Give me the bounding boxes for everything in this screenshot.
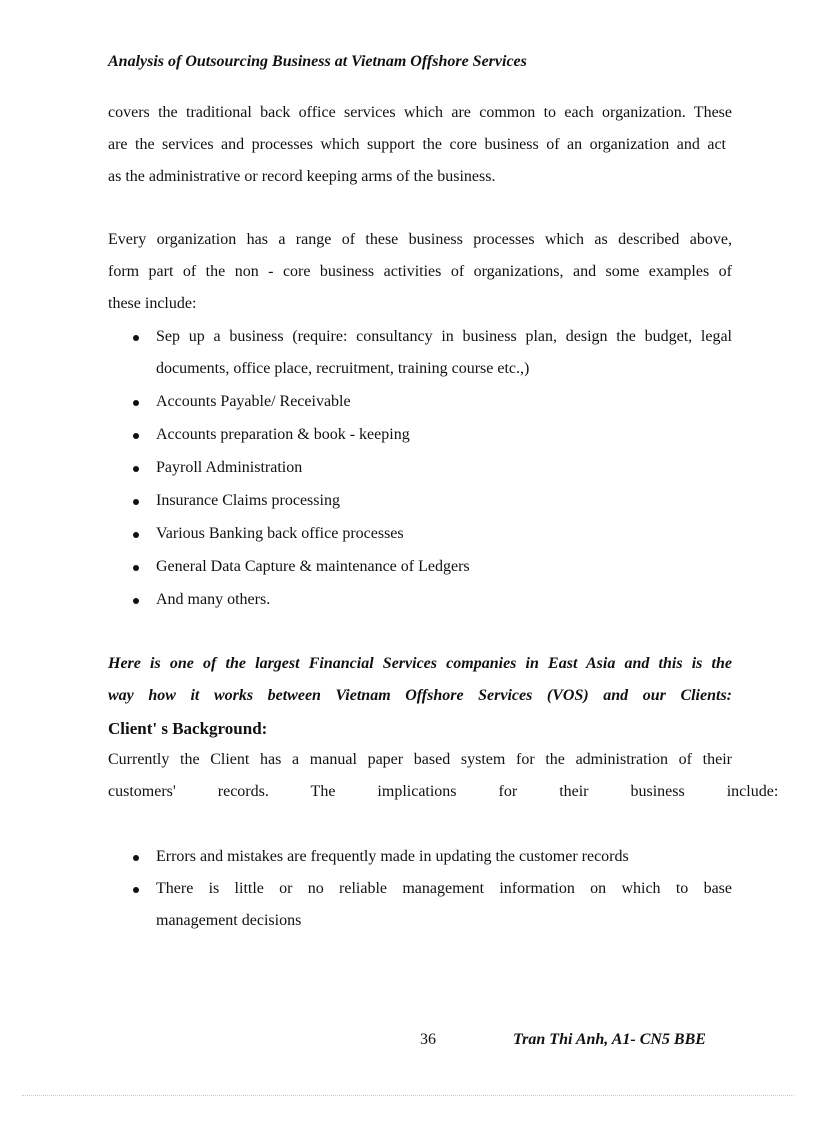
bullet-icon [133, 335, 139, 341]
bullet-icon [133, 598, 139, 604]
list-item: General Data Capture & maintenance of Ledgers [156, 558, 470, 575]
page-bottom-divider [22, 1095, 794, 1096]
list-item: And many others. [156, 591, 271, 608]
paragraph-line: Every organization has a range of these business processes which as described above, [108, 231, 732, 248]
list-item: Insurance Claims processing [156, 492, 340, 509]
paragraph-line: are the services and processes which support the core business of an organization and act [108, 136, 726, 153]
list-item-continued: management decisions [156, 912, 302, 929]
running-header: Analysis of Outsourcing Business at Vietnam Offshore Services [108, 53, 527, 70]
page-number: 36 [420, 1031, 436, 1048]
paragraph-line: Currently the Client has a manual paper based system for the administration of their [108, 751, 732, 768]
list-item: Payroll Administration [156, 459, 303, 476]
intro-line: way how it works between Vietnam Offshore Services (VOS) and our Clients: [108, 687, 732, 704]
bullet-icon [133, 499, 139, 505]
list-item: Accounts Payable/ Receivable [156, 393, 351, 410]
paragraph-line: as the administrative or record keeping arms of the business. [108, 168, 496, 185]
bullet-icon [133, 565, 139, 571]
paragraph-line: these include: [108, 295, 197, 312]
list-item: There is little or no reliable management information on which to base [156, 880, 732, 897]
bullet-icon [133, 855, 139, 861]
list-item: Errors and mistakes are frequently made in updating the customer records [156, 848, 629, 865]
paragraph-line: form part of the non - core business activities of organizations, and some examples of [108, 263, 732, 280]
list-item: Sep up a business (require: consultancy in business plan, design the budget, legal [156, 328, 732, 345]
paragraph-line: customers' records. The implications for their business include: [108, 783, 779, 800]
list-item: Accounts preparation & book - keeping [156, 426, 410, 443]
bullet-icon [133, 532, 139, 538]
bullet-icon [133, 400, 139, 406]
list-item: Various Banking back office processes [156, 525, 404, 542]
intro-line: Here is one of the largest Financial Services companies in East Asia and this is the [108, 655, 732, 672]
paragraph-line: covers the traditional back office services which are common to each organization. These [108, 104, 732, 121]
section-heading: Client' s Background: [108, 719, 268, 738]
footer-author: Tran Thi Anh, A1- CN5 BBE [513, 1031, 706, 1048]
bullet-icon [133, 433, 139, 439]
list-item-continued: documents, office place, recruitment, training course etc.,) [156, 360, 530, 377]
bullet-icon [133, 887, 139, 893]
bullet-icon [133, 466, 139, 472]
